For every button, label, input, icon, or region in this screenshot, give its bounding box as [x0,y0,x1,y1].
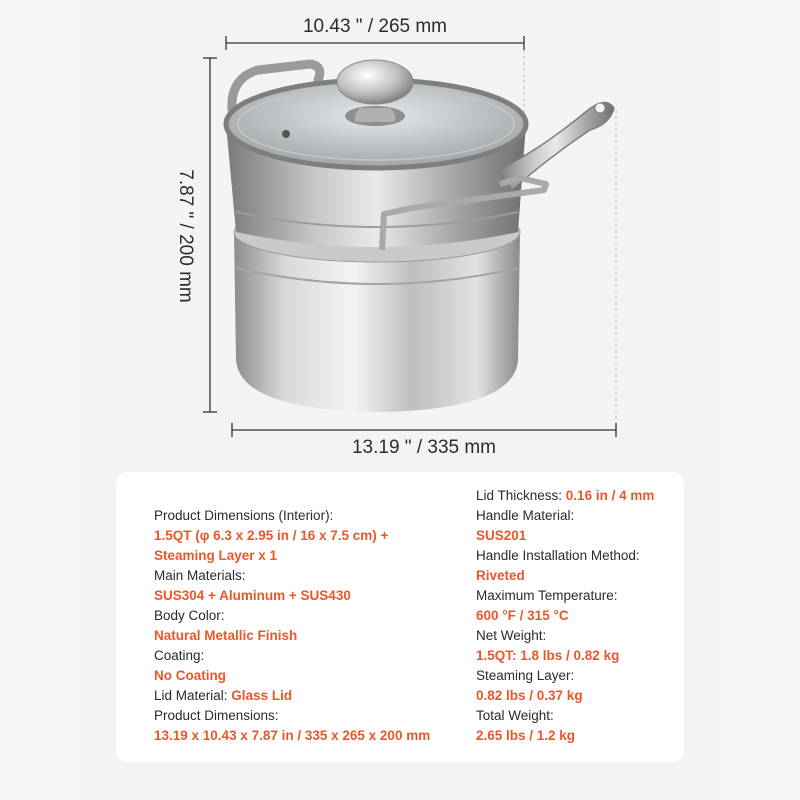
spec-row [476,706,654,726]
width-dimension-label: 10.43 " / 265 mm [302,16,448,37]
depth-dimension-label: 13.19 " / 335 mm [351,437,497,458]
spec-value: Glass Lid [231,688,293,703]
spec-row [154,606,430,626]
spec-label: Lid Thickness: [476,488,566,503]
spec-row [476,726,654,746]
spec-row [154,506,430,526]
spec-row [476,566,654,586]
spec-value: No Coating [154,668,226,683]
spec-column-right [476,486,654,746]
spec-label: Product Dimensions (Interior): [154,508,334,523]
spec-label: Main Materials: [154,568,246,583]
spec-label: Coating: [154,648,205,663]
spec-value: SUS304 + Aluminum + SUS430 [154,588,351,603]
spec-value: 0.82 lbs / 0.37 kg [476,688,583,703]
spec-label: Maximum Temperature: [476,588,618,603]
spec-row [154,686,430,706]
spec-label: Handle Installation Method: [476,548,640,563]
spec-row [476,546,654,566]
spec-row [476,506,654,526]
spec-row [476,526,654,546]
spec-value: Riveted [476,568,525,583]
spec-row [476,686,654,706]
spec-row [154,526,430,546]
spec-label: Steaming Layer: [476,668,575,683]
spec-value: 600 °F / 315 °C [476,608,569,623]
spec-row [154,626,430,646]
spec-row [476,626,654,646]
spec-row [476,586,654,606]
spec-row [476,666,654,686]
spec-value: 0.16 in / 4 mm [565,488,655,503]
spec-row [476,486,654,506]
spec-label: Total Weight: [476,708,554,723]
height-dimension-text: 7.87 " / 200 mm [175,169,196,303]
spec-label: Lid Material: [154,688,232,703]
lid-knob [337,60,413,126]
spec-label: Net Weight: [476,628,547,643]
spec-label: Product Dimensions: [154,708,279,723]
spec-row [476,606,654,626]
spec-column-left [154,506,430,746]
spec-value: 1.5QT (φ 6.3 x 2.95 in / 16 x 7.5 cm) + [154,528,389,543]
spec-value: Steaming Layer x 1 [154,548,278,563]
spec-row [154,646,430,666]
spec-value: SUS201 [476,528,527,543]
spec-value: 2.65 lbs / 1.2 kg [476,728,576,743]
spec-value: 1.5QT: 1.8 lbs / 0.82 kg [476,648,620,663]
spec-value: Natural Metallic Finish [154,628,298,643]
spec-row [154,566,430,586]
spec-label: Body Color: [154,608,225,623]
spec-row [154,546,430,566]
spec-value: 13.19 x 10.43 x 7.87 in / 335 x 265 x 200 mm [154,728,431,743]
spec-label: Handle Material: [476,508,575,523]
spec-row [154,666,430,686]
spec-row [476,646,654,666]
spec-row [154,586,430,606]
spec-row [154,726,430,746]
spec-row [154,706,430,726]
